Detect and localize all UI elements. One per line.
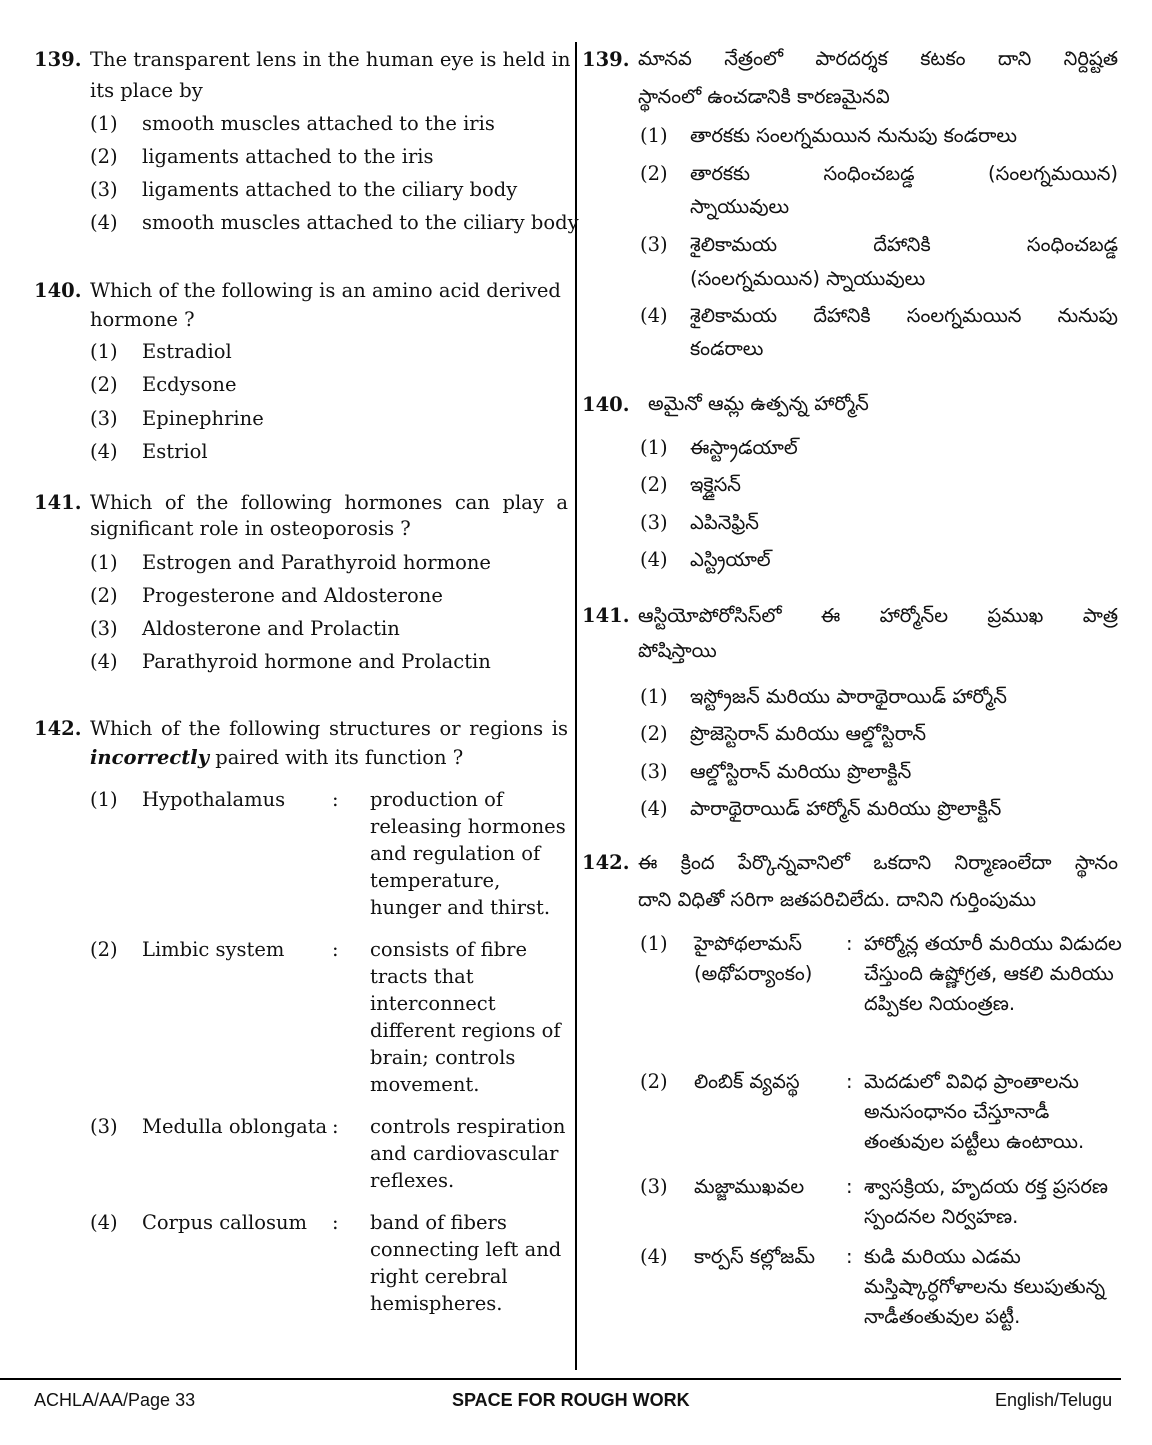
option-text: ఈస్ట్రాడయాల్ [690,436,798,459]
option-number: (3) [90,1115,118,1138]
option-number: (4) [640,1245,668,1268]
question-number: 142. [34,717,82,740]
question-text: significant role in osteoporosis ? [90,517,411,540]
rough-work-label: SPACE FOR ROUGH WORK [452,1390,690,1410]
colon: : [332,1211,339,1234]
option-number: (1) [90,788,118,811]
option-text: తారకకు సంధించబడ్డ (సంలగ్నమయిన) [690,162,1118,185]
option-description: band of fibers connecting left and right cerebral hemispheres. [370,1211,562,1315]
footer-rule [0,1378,1121,1380]
option-text: Epinephrine [142,407,264,430]
option-text: కండరాలు [690,337,764,360]
option-number: (3) [640,233,668,256]
option-text: తారకకు సంలగ్నమయిన నునుపు కండరాలు [690,124,1017,147]
option-number: (1) [90,551,118,574]
option-number: (4) [90,1211,118,1234]
option-number: (1) [640,932,668,955]
option-text: ligaments attached to the ciliary body [142,178,518,201]
question-number: 140. [34,279,82,302]
option-text: ఎపినెఫ్రిన్ [690,511,759,534]
question-text-rest: paired with its function ? [209,746,464,769]
page-identifier: ACHLA/AA/Page 33 [34,1390,196,1410]
option-text: ఇక్డైసన్ [690,473,741,496]
colon: : [332,938,339,961]
option-number: (4) [90,211,118,234]
question-number: 142. [582,851,630,874]
option-text: Aldosterone and Prolactin [142,617,400,640]
option-description: కుడి మరియు ఎడమ మస్తిష్కార్ధగోళాలను కలుపుతున్న నాడీతంతువుల పట్టీ. [864,1245,1106,1328]
option-number: (2) [640,473,668,496]
option-number: (3) [90,178,118,201]
option-text: Progesterone and Aldosterone [142,584,443,607]
emphasis-text: incorrectly [90,746,210,769]
option-term: Medulla oblongata [142,1115,328,1138]
option-number: (1) [640,124,668,147]
option-number: (3) [90,617,118,640]
question-text: its place by [90,79,203,102]
option-number: (2) [90,145,118,168]
option-number: (3) [640,760,668,783]
question-text: అమైనో ఆమ్ల ఉత్పన్న హార్మోన్ [648,392,869,415]
option-description: production of releasing hormones and regulation of temperature, hunger and thirst. [370,788,566,919]
question-text [90,744,463,771]
colon: : [332,788,339,811]
question-text: Which of the following hormones can play a [90,491,568,514]
option-term: హైపోథలామస్ (అథోపర్యాంకం) [694,932,813,985]
option-number: (4) [640,548,668,571]
option-number: (3) [90,407,118,430]
colon: : [846,932,853,955]
question-text: ఆస్టియోపోరోసిస్‌లో ఈ హార్మోన్‌ల ప్రముఖ పాత్ర [638,604,1118,627]
question-text: మానవ నేత్రంలో పారదర్శక కటకం దాని నిర్దిష్టత [638,47,1118,70]
option-text: Estradiol [142,340,232,363]
colon: : [846,1245,853,1268]
option-number: (2) [90,373,118,396]
option-description: consists of fibre tracts that interconnect different regions of brain; controls movement. [370,938,561,1096]
option-number: (2) [640,162,668,185]
question-text: Which of the following structures or regions is [90,717,568,740]
option-text: smooth muscles attached to the iris [142,112,495,135]
language-label: English/Telugu [995,1390,1113,1410]
colon: : [846,1175,853,1198]
option-description: శ్వాసక్రియ, హృదయ రక్త ప్రసరణ స్పందనల నిర్వహణ. [864,1175,1109,1228]
option-number: (1) [640,685,668,708]
option-text: (సంలగ్నమయిన) స్నాయువులు [690,267,926,290]
option-term: Corpus callosum [142,1211,308,1234]
option-number: (1) [90,340,118,363]
option-number: (4) [90,650,118,673]
option-text: ligaments attached to the iris [142,145,434,168]
option-text: ఇస్ట్రోజన్ మరియు పారాథైరాయిడ్ హార్మోన్ [690,685,1007,708]
column-divider [575,42,577,1370]
question-number: 140. [582,393,630,416]
option-text: శైలికామయ దేహానికి సంధించబడ్డ [690,233,1118,256]
question-text: Which of the following is an amino acid derived [90,279,561,302]
option-text: శైలికామయ దేహానికి సంలగ్నమయిన నునుపు [690,304,1118,327]
question-number: 139. [34,48,82,71]
option-description: controls respiration and cardiovascular reflexes. [370,1115,566,1192]
option-number: (3) [640,1175,668,1198]
option-text: Estriol [142,440,208,463]
option-description: మెదడులో వివిధ ప్రాంతాలను అనుసంధానం చేస్తూనాడీ తంతువుల పట్టీలు ఉంటాయి. [864,1070,1085,1153]
question-text: స్థానంలో ఉంచడానికి కారణమైనవి [638,85,890,108]
option-text: ఎస్ట్రియాల్ [690,548,771,571]
option-number: (2) [90,938,118,961]
option-term: మజ్జాముఖవల [694,1175,805,1198]
option-text: Estrogen and Parathyroid hormone [142,551,491,574]
question-text: పోషిస్తాయి [638,639,717,662]
option-number: (2) [640,722,668,745]
question-text: ఈ క్రింద పేర్కొన్నవానిలో ఒకదాని నిర్మాణంలేదా స్థానం [638,851,1118,874]
option-text: smooth muscles attached to the ciliary body [142,211,579,234]
option-number: (4) [90,440,118,463]
question-number: 141. [582,604,630,627]
colon: : [332,1115,339,1138]
option-description: హార్మోన్ల తయారీ మరియు విడుదల చేస్తుంది ఉష్ణోగ్రత, ఆకలి మరియు దప్పికల నియంత్రణ. [864,932,1122,1015]
option-number: (4) [640,797,668,820]
question-number: 141. [34,491,82,514]
option-term: Hypothalamus [142,788,286,811]
option-term: కార్పస్ కల్లోజమ్ [694,1245,816,1268]
option-number: (3) [640,511,668,534]
option-text: ప్రొజెస్టెరాన్ మరియు ఆల్డోస్టిరాన్ [690,722,927,745]
question-text: hormone ? [90,308,195,331]
option-text: Ecdysone [142,373,237,396]
question-number: 139. [582,48,630,71]
option-number: (1) [640,436,668,459]
colon: : [846,1070,853,1093]
option-number: (2) [640,1070,668,1093]
option-number: (1) [90,112,118,135]
option-term: లింబిక్ వ్యవస్థ [694,1070,800,1093]
question-text: దాని విధితో సరిగా జతపరిచిలేదు. దానిని గుర్తింపుము [638,888,1037,911]
option-text: ఆల్డోస్టిరాన్ మరియు ప్రొలాక్టిన్ [690,760,912,783]
option-term: Limbic system [142,938,285,961]
option-number: (4) [640,304,668,327]
option-number: (2) [90,584,118,607]
question-text: The transparent lens in the human eye is held in [90,48,571,71]
option-text: స్నాయువులు [690,195,790,218]
option-text: Parathyroid hormone and Prolactin [142,650,491,673]
option-text: పారాథైరాయిడ్ హార్మోన్ మరియు ప్రొలాక్టిన్ [690,797,1002,820]
